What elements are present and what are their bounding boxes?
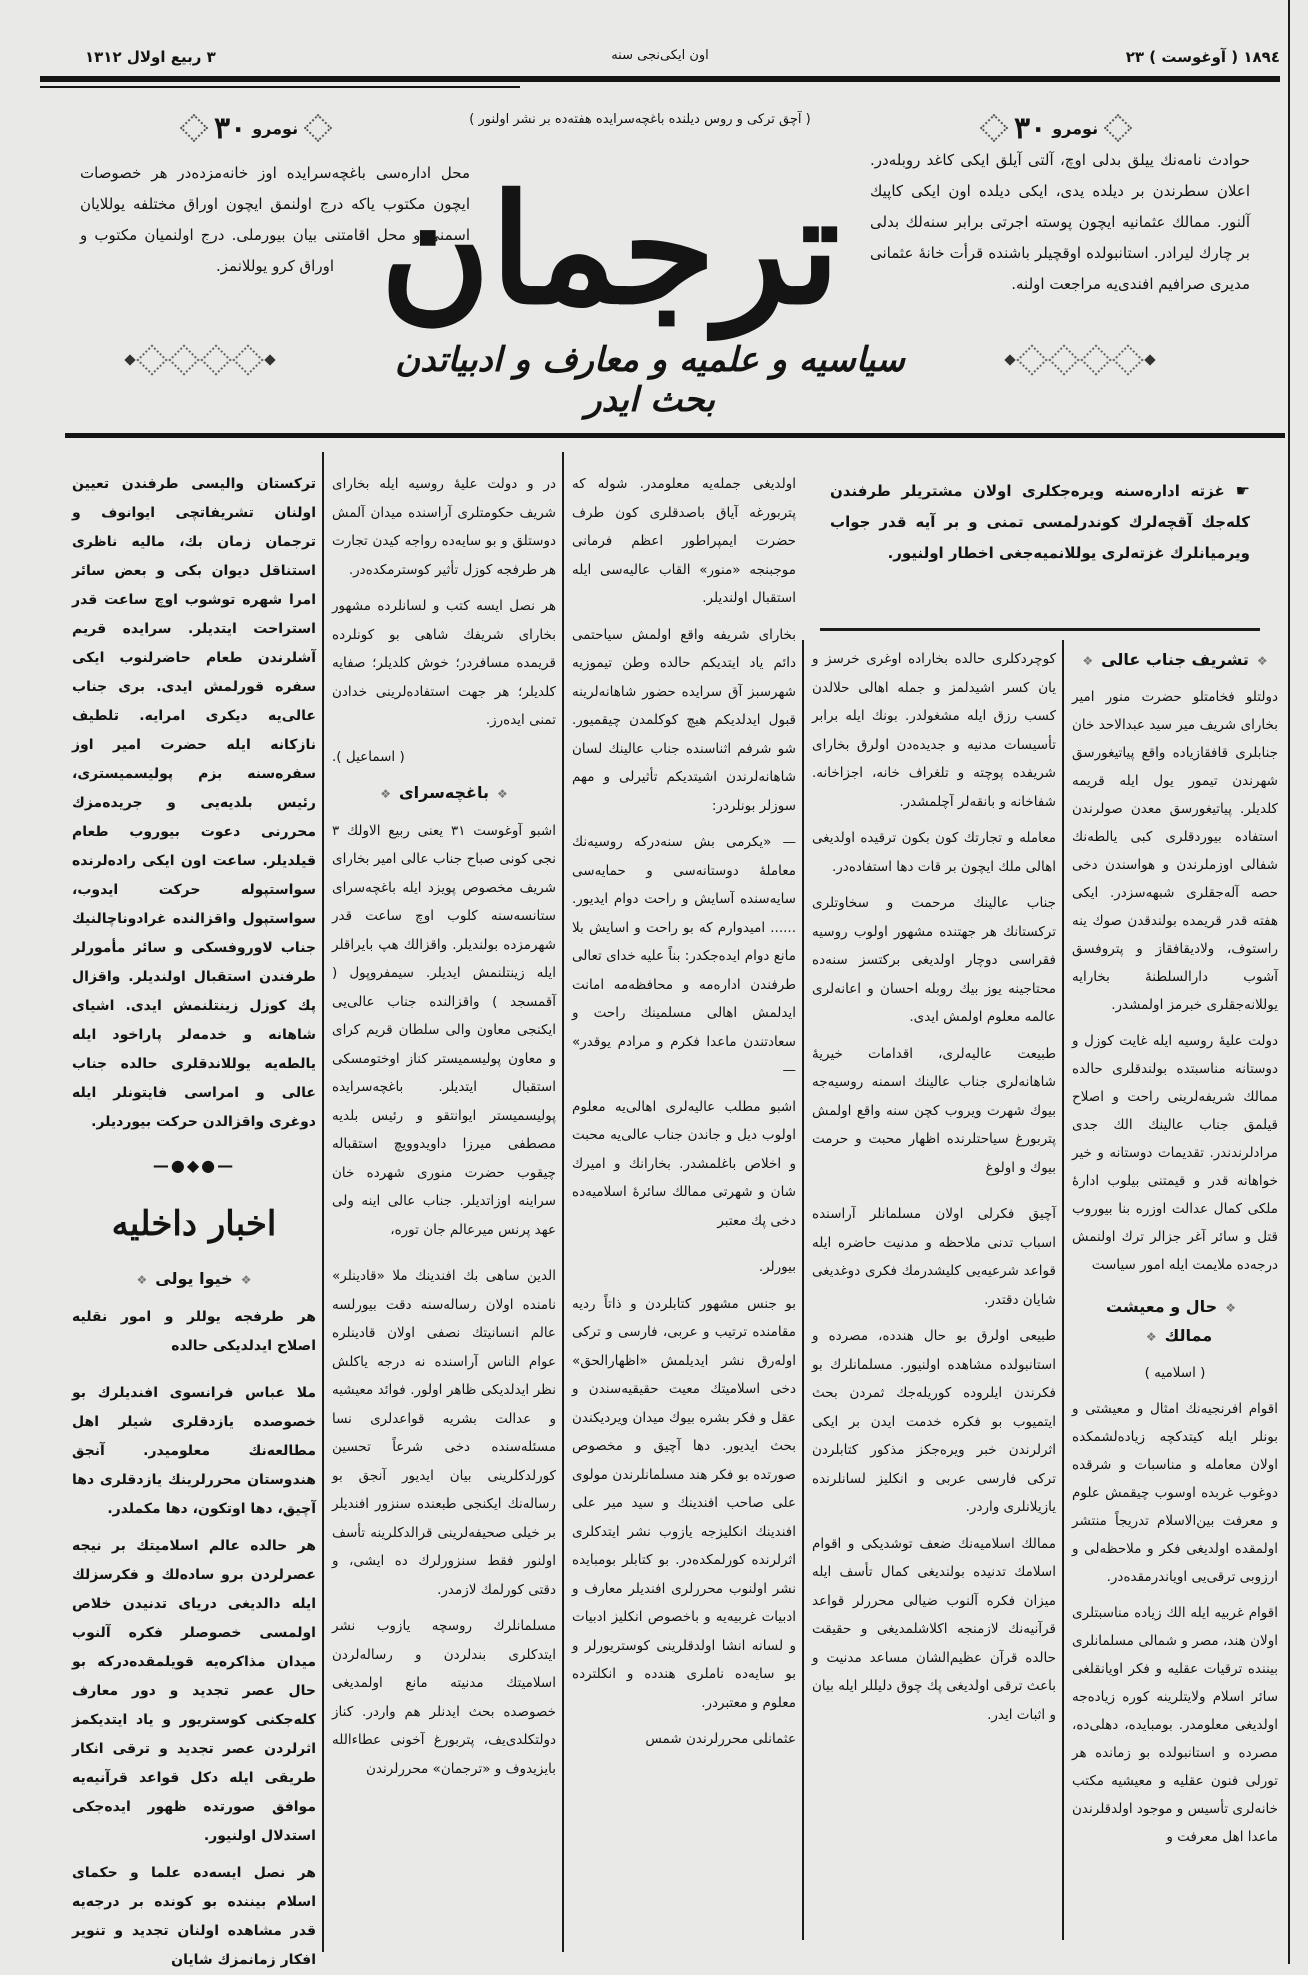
top-rule <box>40 76 1280 82</box>
section-heading: اخبار داخلیه <box>111 1204 277 1244</box>
hijri-date: ٣ ربیع اولال ١٣١٢ <box>85 48 216 66</box>
article-paragraph: دولت علیهٔ روسیه ایله غایت کوزل و دوستانه مناسبتده بولندقلری حالده ممالك شریفه‌لرینی راحت و اصلاح قیلمق جناب عالینك الك جدی مرادلرندندر. تقدیمات دوستانه و خیر خواهانه قدر و قیمتنی بیلوب ادارهٔ ملکی کمال عدالت اوزره بنا بیوروب قتل و سائر آغر جزالر ترك اولنمش درجه‌ده ملایمت ایله امور سیاست <box>1072 1033 1278 1273</box>
article-paragraph: آچیق فکرلی اولان مسلمانلر آراسنده اسباب تدنی ملاحظه و مدنیت حاضره ایله قواعد شرعیه‌یی کلیشدرمك فکری دوغدیغی شایان دقتدر. <box>812 1206 1056 1308</box>
column-rule <box>1062 640 1064 1940</box>
newspaper-title-logo <box>380 150 840 360</box>
article-paragraph: مسلمانلرك روسچه یازوب نشر ایتدکلری بندلردن و رساله‌لردن اسلامیتك مدنیته مانع اولمدیغی خصوصده بحث ایدنلر هم واردر. کناز دولتکلدی‌یف، پتربورغ آخونی عطاءالله بایزیدوف و «ترجمان» محررلرندن <box>332 1618 556 1777</box>
article-paragraph: بیورلر. <box>758 1259 796 1275</box>
year-label: اون ایکی‌نجی سنه <box>611 48 709 63</box>
masthead-motto: ( آچق ترکی و روس دیلنده باغچه‌سرایده هفته‌ده بر نشر اولنور ) <box>469 112 811 127</box>
announcement-box <box>830 475 1250 625</box>
article-paragraph: کوچردکلری حالده بخاراده اوغری خرسز و یان کسر اشیدلمز و جمله اهالی حلالدن کسب رزق ایله مشغولدر. بونك ایله برابر تأسیسات مدنیه و جدیده‌دن اولرق بخارای شریفده پوچته و تلغراف خانه، اجزاخانه. شفاخانه و بانقه‌لر آچلمشدر. <box>812 651 1056 810</box>
article-heading: ❖ تشریف جناب عالی ❖ <box>1072 646 1278 675</box>
ornament-icon <box>980 114 1008 142</box>
pointing-hand-icon: ☛ <box>1224 481 1251 500</box>
top-rule-thin <box>40 86 520 88</box>
article-paragraph: ملا عباس فرانسوی افندیلرك بو خصوصده یازدقلری شیلر اهل مطالعه‌نك معلومیدر. آنجق هندوستان محررلرینك یازدقلری دها آچیق، دها اوتکون، دها مکملدر. <box>72 1385 316 1517</box>
issue-number: ٣٠ <box>1014 110 1047 146</box>
issue-number-right <box>980 108 1132 148</box>
column-rule <box>562 452 564 1952</box>
article-paragraph: جناب عالینك مرحمت و سخاوتلری ترکستانك هر جهتنده مشهور اولوب روسیه فقراسی دوچار اولدیغی برکتسز سنه‌ده محتاجینه یوز بیك روبله احسان و اعانه‌لری عالمه معلوم اولمش ایدی. <box>812 895 1056 1025</box>
article-paragraph: اشبو مطلب عالیه‌لری اهالی‌یه معلوم اولوب دیل و جاندن جناب عالی‌یه محبت و اخلاص باغلمشدر. بخارانك و امیرك شان و شهرتی ممالك سائرهٔ اسلامیه‌ده دخی پك معتبر <box>572 1098 796 1229</box>
subscription-notice: حوادث نامه‌نك ییلق بدلی اوچ، آلتی آیلق ایکی کاغد روبله‌در. اعلان سطرندن بر دیلده یدی، ایکی دیلده اون ایکی کاپیك آلنور. ممالك عثمانیه ایچون پوسته اجرتی برابر سنه‌لك بدلی بر چارك لیرادر. استانبولده اوقچیلر باشنده قرأت خانهٔ عثمانی مدیری صرافیم افندی‌یه مراجعت اولنه. <box>870 151 1250 293</box>
announcement-rule <box>820 628 1260 631</box>
column-4 <box>332 470 556 1950</box>
column-rule <box>802 640 804 1940</box>
article-paragraph: ترکستان والیسی طرفندن تعیین اولنان تشریفاتچی ایوانوف و ترجمان زمان بك، مالیه ناظری استناقل دیوان بکی و بعض سائر امرا شهره توشوب اوچ ساعت قدر استراحت ایتدیلر. سرایده قریم آشلرندن طعام حاضرلنوب ایکی سفره قورلمش ایدی. بری جناب عالی‌یه دیکری امرایه. تلطیف نازکانه ایله حضرت امیر اوز سفره‌سنه بزم پولیسمیستری، رئیس بلدیه‌یی و جریده‌مزك محررنی دعوت بیوروب طعام قیلدیلر. ساعت اون ایکی راده‌لرنده سواستپوله حرکت ایدوب، سواستپول واقزالنده غرادوناچالنیك جناب لاوروفسکی و سائر مأمورلر طرفندن استقبال اولندیلر. واقزال پك کوزل زینتلنمش ایدی. اشیای شاهانه و خدمه‌لر پاراخود ایله یالطه‌یه یوللاندقلری حالده جناب عالی و امراسی فایتونلر ایله دوغری واقزالدن حرکت بیوردیلر. <box>72 476 316 1130</box>
article-heading: ❖ خیوا یولی ❖ <box>72 1264 316 1295</box>
page-border <box>1288 0 1290 1964</box>
column-3 <box>572 470 796 1950</box>
article-paragraph: ممالك اسلامیه‌نك ضعف توشدیکی و اقوام اسلامك تدنیده بولندیغی کمال تأسف ایله میزان فکره آلنوب ضیالی محررلر قواعد قرآنیه‌نك لازمنجه اکلاشلمدیغی و حقیقت حالده قرآن عظیم‌الشان مساعد مدنیت و باعث ترقی اولدیغی پك چوق دلیللر ایله بیان و اثبات ایدر. <box>812 1535 1056 1723</box>
article-paragraph: هر نصل ایسه کتب و لسانلرده مشهور بخارای شریفك شاهی بو کونلرده قریمده مسافردر؛ خوش کلدیلر؛ صفایه کلدیلر؛ هر جهت استفاده‌لرینی خدادن تمنی ایده‌رز. <box>332 598 556 728</box>
article-paragraph: اقوام افرنجیه‌نك امثال و معیشتی و بونلر ایله کیتدکچه زیاده‌لشمکده اولان معامله و مناسبات و شرقده دوغوب غربده اوسوب چیقمش علوم و معرفت بین‌الاسلام تدریجاً منتشر اولمقده اولدیغی فکر و ملاحظه‌لی و ارزوبی ترقی‌یی اویاندرمقده‌در. <box>1072 1401 1278 1585</box>
article-heading: ❖ باغچه‌سرای ❖ <box>332 779 556 809</box>
article-paragraph: عثمانلی محررلرندن شمس <box>645 1731 796 1747</box>
article-paragraph: اقوام غربیه ایله الك زیاده مناسبتلری اولان هند، مصر و شمالی مسلمانلری بیننده ترقیات عقلیه و فکر اویانقلغی سائر اسلام ولایتلرینه کوره زیاده‌جه اولدیغی معلومدر. بومبایده، دهلی‌ده، مصرده و استانبولده بو زمانده هر تورلی فنون عقلیه و معیشیه مکتب خانه‌لری تأسیس و موجود اولدقلرندن ماعدا اهل معرفت و <box>1072 1605 1278 1845</box>
issue-number-left <box>180 108 332 148</box>
issue-label: نومرو <box>1052 118 1099 138</box>
article-paragraph: طبیعی اولرق بو حال هندده، مصرده و استانبولده مشاهده اولنیور. مسلمانلرك بو فکرندن ایلروده کوریله‌جك ثمردن بحث ایتمیوب بو فکره خدمت ایدن بر ایکی اثرلرندن خبر ویره‌جکز مذکور کتابلردن ترکی فارسی عربی و انکلیز لسانلرنده یازیلانلری واردر. <box>812 1328 1056 1515</box>
dateline <box>40 48 1280 70</box>
article-heading: ❖ حال و معیشت ممالك ❖ <box>1072 1293 1278 1351</box>
column-1 <box>1072 640 1278 1955</box>
article-paragraph: در و دولت علیهٔ روسیه ایله بخارای شریف حکومتلری آراسنده میدان آلمش دوستلق و بو سایه‌ده رواجه کیدن تجارت هر طرفجه کوزل تأثیر کوسترمکده‌در. <box>332 476 556 578</box>
ornament-icon <box>304 114 332 142</box>
signature: ( اسماعیل ). <box>332 748 405 765</box>
article-paragraph: بو جنس مشهور کتابلردن و ذاتاً ردیه مقامنده ترتیب و عربی، فارسی و ترکی اوله‌رق نشر ایدیلمش «اظهارالحق» دخی اسلامیتك معیت حقیقیه‌سندن و عقل و فکر بشره بیوك میدان ویردیکندن بحث ایدیور. دها آچیق و مخصوص صورتده بو فکر هند مسلمانلرندن مولوی علی صاحب افندینك و سید میر علی افندینك انکلیزجه یازوب نشر ایتدکلری اثرلرنده کورلمکده‌در. بو کتابلر بومبایده نشر اولنوب محررلری افندیلر معارف و ادبیات غربیه‌یه و باخصوص انکلیز ادبیات و لسانه انشا اولدقلرینی کوستریورلر و بو سایه‌ده ناملری هندده و انکلترده معلوم و معتبردر. <box>572 1295 796 1711</box>
office-notice: محل اداره‌سی باغچه‌سرایده اوز خانه‌مزده‌در هر خصوصات ایچون مکتوب یاکه درج اولنمق ایچون اوراق مختلفه یوللایان اسمنی و محل اقامتنی بیان بیورملی. درج اولنمیان مکتوب و اوراق کرو یوللانمز. <box>80 164 470 275</box>
article-subheading: ( اسلامیه ) <box>1144 1365 1206 1381</box>
announcement-text: غزته اداره‌سنه ویره‌جکلری اولان مشتریلر طرفندن کله‌جك آقچه‌لرك کوندرلمسی تمنی و بر آیه قدر جواب ویرمیانلرك غزته‌لری یوللانمیه‌جغی اخطار اولنیور. <box>830 482 1250 562</box>
gregorian-date: ١٨٩٤ ( آوغوست ) ٢٣ <box>1125 48 1280 66</box>
column-rule <box>322 452 324 1952</box>
ornament-right <box>940 330 1220 390</box>
issue-number: ٣٠ <box>214 110 247 146</box>
column-2 <box>812 645 1056 1955</box>
article-paragraph: بخارای شریفه واقع اولمش سیاحتمی دائم یاد ایتدیکم حالده وطن تیموزیه شهرسبز آق سرایده حضور شاهانه‌لرینه قبول ایدلدیکم هیچ کوکلمدن چیقمیور. شو شرفم اثناسنده جناب عالینك لسان شاهانه‌لرندن اشیتدیکم تأثیرلی و مهم سوزلر بونلردر: <box>572 626 796 814</box>
article-paragraph: هر نصل ایسه‌ده علما و حکمای اسلام بیننده بو کونده بر درجه‌یه قدر مشاهده اولنان تجدید و تنویر افکار زمانمزك شایان <box>72 1865 316 1968</box>
article-paragraph: اولدیغی جمله‌یه معلومدر. شوله که پتربورغه آیاق باصدقلری کون طرف حضرت ایمپراطور اعظم فرمانی موجبنجه «منور» القاب عالیه‌سی ایله استقبال اولندیلر. <box>572 476 796 606</box>
article-paragraph: طبیعت عالیه‌لری، اقدامات خیریهٔ شاهانه‌لری جناب عالینك اسمنه روسیه‌جه بیوك شهرت ویروب کچن سنه واقع اولمش پتربورغ سیاحتلرنده اظهار محبت و حرمت بیوك و اولوغ <box>812 1045 1056 1176</box>
newspaper-title: ترجمان <box>380 162 840 338</box>
issue-label: نومرو <box>252 118 299 138</box>
article-paragraph: الدین ساهی بك افندینك ملا «قادینلر» نامنده اولان رساله‌سنه دقت بیورلسه عالم انسانیتك نصفی اولان قادینلره عوام الناس آراسنده نه درجه یاکلش نظر ایدلدیکی ظاهر اولور. فوائد معیشیه و عدالت بشریه قواعدلری نسا مسئله‌سنده دخی شرعاً تحسین کورلدکلرینی بیان ایدیور آنجق بو رساله‌نك ایکنجی طبعنده سنزور افندیلر بر خیلی صحیفه‌لرینی قرالدکلرینه تأسف اولنور فقط سنزورلرك ده ایشی، و دقتی کورلمك لازمدر. <box>332 1268 556 1598</box>
masthead-rule <box>65 433 1285 438</box>
article-paragraph: هر حالده عالم اسلامیتك بر نیجه عصرلردن برو ساده‌لك و فکرسزلك ایله دالدیغی دریای تدنیدن خلاص اولمسی خصوصلر فکره آلنوب میدان مذاکره‌یه قویلمقده‌درکه بو حال عصر تجدید و دور معارف کله‌جکنی کوستریور و یاد ایتدیکمز اثرلردن عصر تجدید و ترقی انکار طریقی ایله دکل قواعد قرآنیه‌یه موافق صورتده ظهور ایده‌جکی استدلال اولنیور. <box>72 1538 316 1844</box>
ornament-icon <box>180 114 208 142</box>
article-paragraph: دولتلو فخامتلو حضرت منور امیر بخارای شریف میر سید عبدالاحد خان جنابلری قافقازیاده واقع پیاتیغورسق شهرندن تیمور یول ایله قریمه کلدیلر. پیاتیغورسق معدن صولرندن استفاده بیوردقلری کبی یالطه‌نك شفالی اوزملرندن و هواسندن دخی حصه آله‌جقلری شبهه‌سزدر. ایکی هفته قدر قریمده بولندقدن صوك ینه راستوف، ولادیقافقاز و پتروفسق آشوب دارالسلطنهٔ بخارایه یوللانه‌جقلری خبرمز اولمشدر. <box>1072 689 1278 1013</box>
separator-ornament: —●◆●— <box>152 1156 236 1175</box>
newspaper-subtitle: سیاسیه و علمیه و معارف و ادبیاتدن بحث ایدر <box>395 340 905 420</box>
article-paragraph: معامله و تجارتك کون بکون ترقیده اولدیغی اهالی ملك ایچون بر قات دها استفاده‌در. <box>812 830 1056 875</box>
article-paragraph: اشبو آوغوست ٣١ یعنی ربیع الاولك ٣ نجی کونی صباح جناب عالی امیر بخارای شریف مخصوص پویزد ایله باغچه‌سرای ستانسه‌سنه کلوب اوچ ساعت قدر شهرمزده بولندیلر. واقزالك هپ بایراقلر ایله زینتلنمش ایدیلر. سیمفروپول ( آقمسجد ) واقزالنده جناب عالی‌یی ایکنجی معاون والی سلطان قریم کرای و معاون پولیسمیستر کناز اوختومسکی استقبال ایتدیلر. باغچه‌سرایده پولیسمیستر ایوانتقو و رئیس بلدیه مصطفی میرزا داویدوویچ استقباله چیقوب حضرت منوری شهرده خان سراینه اوزاتدیلر. جناب عالی اینه ولی عهد پرنس میرعالم جان توره، <box>332 822 556 1238</box>
ornament-icon <box>1104 114 1132 142</box>
article-paragraph: هر طرفجه یوللر و امور نقلیه اصلاح ایدلدیکی حالده <box>72 1309 316 1354</box>
ornament-left <box>60 330 340 390</box>
article-paragraph: — «یکرمی بش سنه‌درکه روسیه‌نك معاملهٔ دوستانه‌سی و حمایه‌سی سایه‌سنده آسایش و راحت دوام ایدیور. ...... امیدوارم که بو راحت و اسایش بلا مانع دوام ایده‌جکدر: بناً علیه خدای تعالی طرفندن اداره‌مه و محافظه‌مه امانت ایدلمش اهالی مسلمینك راحت و سعادتندن ماعدا فکرم و مرادم یوقدر» — <box>572 834 796 1078</box>
column-5 <box>72 470 316 1968</box>
